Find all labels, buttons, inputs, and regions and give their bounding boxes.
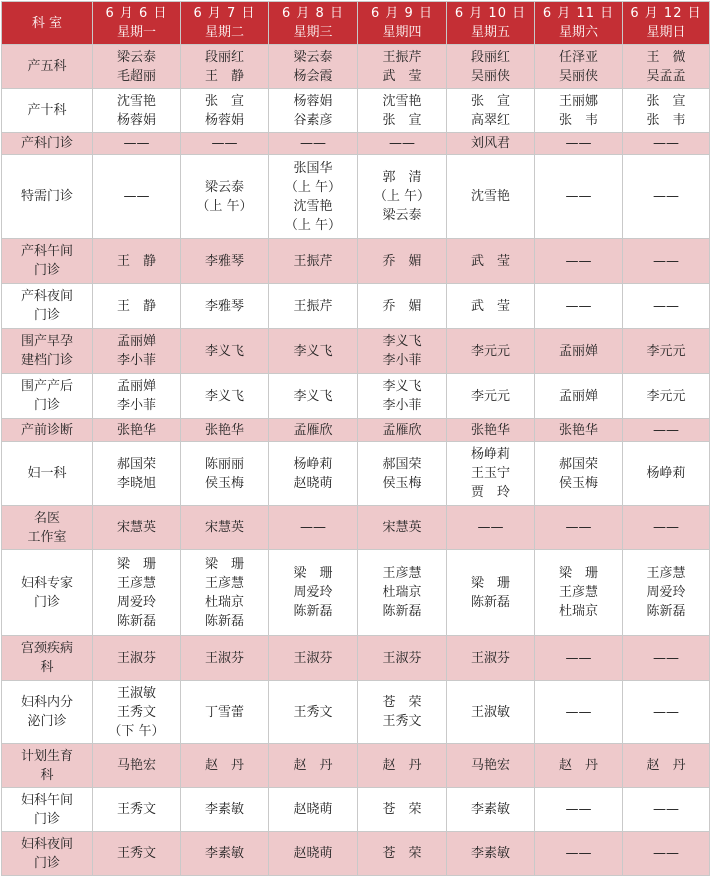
- dept-name: 宫颈疾病 科: [2, 636, 93, 681]
- duty-cell: 丁雪蕾: [181, 681, 269, 744]
- duty-cell: ——: [535, 506, 623, 550]
- day-column-header: [535, 2, 623, 45]
- duty-cell: 王淑芬: [93, 636, 181, 681]
- duty-cell: ——: [447, 506, 535, 550]
- dept-name: 妇科夜间 门诊: [2, 832, 93, 876]
- duty-cell: ——: [181, 133, 269, 155]
- dept-column-header: 科 室: [2, 2, 93, 45]
- duty-cell: 王振芹: [269, 239, 358, 284]
- table-row: [2, 744, 710, 788]
- duty-cell: 宋慧英: [181, 506, 269, 550]
- duty-cell: 张 宣 张 韦: [623, 89, 710, 133]
- duty-cell: 梁 珊 王彦慧 周爱玲 陈新磊: [93, 550, 181, 636]
- duty-cell: 王秀文: [93, 788, 181, 832]
- duty-cell: 李元元: [623, 329, 710, 374]
- duty-cell: 王秀文: [269, 681, 358, 744]
- duty-cell: 王淑芬: [181, 636, 269, 681]
- dept-name: 名医 工作室: [2, 506, 93, 550]
- duty-cell: 赵 丹: [269, 744, 358, 788]
- table-row: [2, 442, 710, 506]
- duty-cell: 张艳华: [93, 419, 181, 442]
- duty-cell: 李雅琴: [181, 284, 269, 329]
- duty-cell: 孟丽婵 李小菲: [93, 374, 181, 419]
- dept-name: 围产早孕 建档门诊: [2, 329, 93, 374]
- dept-name: 妇科专家 门诊: [2, 550, 93, 636]
- day-weekday: 星期五: [470, 25, 510, 40]
- duty-cell: ——: [623, 284, 710, 329]
- duty-cell: 马艳宏: [447, 744, 535, 788]
- duty-cell: 王淑芬: [447, 636, 535, 681]
- duty-cell: 赵晓萌: [269, 788, 358, 832]
- duty-cell: 宋慧英: [358, 506, 447, 550]
- duty-cell: ——: [535, 133, 623, 155]
- duty-cell: 刘风君: [447, 133, 535, 155]
- duty-cell: 赵 丹: [623, 744, 710, 788]
- table-row: [2, 133, 710, 155]
- table-row: [2, 506, 710, 550]
- duty-cell: ——: [269, 133, 358, 155]
- schedule-header: [2, 2, 710, 45]
- duty-cell: 沈雪艳: [447, 155, 535, 239]
- duty-cell: 乔 媚: [358, 239, 447, 284]
- duty-cell: ——: [535, 681, 623, 744]
- header-row: [2, 2, 710, 45]
- duty-cell: 郝国荣 侯玉梅: [358, 442, 447, 506]
- duty-schedule-table: [1, 1, 710, 876]
- duty-cell: ——: [623, 419, 710, 442]
- duty-cell: 沈雪艳 张 宣: [358, 89, 447, 133]
- duty-cell: 赵 丹: [358, 744, 447, 788]
- dept-name: 妇科午间 门诊: [2, 788, 93, 832]
- duty-cell: 李雅琴: [181, 239, 269, 284]
- duty-cell: 张艳华: [181, 419, 269, 442]
- duty-cell: ——: [535, 832, 623, 876]
- day-date: 6 月 11 日: [542, 6, 615, 21]
- schedule-body: [2, 45, 710, 876]
- table-row: [2, 832, 710, 876]
- dept-name: 产前诊断: [2, 419, 93, 442]
- day-date: 6 月 12 日: [630, 6, 702, 21]
- duty-cell: ——: [623, 788, 710, 832]
- duty-cell: 孟丽婵: [535, 374, 623, 419]
- duty-cell: 杨蓉娟 谷素彦: [269, 89, 358, 133]
- duty-cell: ——: [623, 636, 710, 681]
- duty-cell: ——: [623, 133, 710, 155]
- duty-cell: 王振芹: [269, 284, 358, 329]
- duty-cell: ——: [535, 284, 623, 329]
- duty-cell: 李义飞: [269, 329, 358, 374]
- day-date: 6 月 6 日: [105, 6, 168, 21]
- duty-cell: 张国华 （上 午） 沈雪艳 （上 午）: [269, 155, 358, 239]
- duty-cell: 李元元: [447, 374, 535, 419]
- day-column-header: [447, 2, 535, 45]
- duty-cell: 李元元: [623, 374, 710, 419]
- table-row: [2, 550, 710, 636]
- duty-cell: 马艳宏: [93, 744, 181, 788]
- day-column-header: [358, 2, 447, 45]
- duty-cell: ——: [535, 155, 623, 239]
- duty-cell: 苍 荣 王秀文: [358, 681, 447, 744]
- table-row: [2, 681, 710, 744]
- duty-cell: 张艳华: [535, 419, 623, 442]
- duty-cell: 梁 珊 周爱玲 陈新磊: [269, 550, 358, 636]
- day-weekday: 星期四: [382, 25, 422, 40]
- duty-cell: 王振芹 武 莹: [358, 45, 447, 89]
- duty-cell: 李素敏: [447, 788, 535, 832]
- duty-cell: 梁 珊 陈新磊: [447, 550, 535, 636]
- day-weekday: 星期二: [204, 25, 244, 40]
- duty-cell: ——: [269, 506, 358, 550]
- duty-cell: 李义飞: [181, 329, 269, 374]
- duty-cell: 王 静: [93, 284, 181, 329]
- duty-cell: ——: [93, 155, 181, 239]
- duty-cell: 梁 珊 王彦慧 杜瑞京: [535, 550, 623, 636]
- duty-cell: 王彦慧 杜瑞京 陈新磊: [358, 550, 447, 636]
- duty-cell: 李义飞: [269, 374, 358, 419]
- duty-cell: 赵 丹: [181, 744, 269, 788]
- dept-name: 妇科内分 泌门诊: [2, 681, 93, 744]
- dept-name: 产十科: [2, 89, 93, 133]
- day-date: 6 月 8 日: [282, 6, 344, 21]
- duty-cell: 李义飞 李小菲: [358, 329, 447, 374]
- day-weekday: 星期日: [646, 25, 686, 40]
- duty-cell: 苍 荣: [358, 788, 447, 832]
- duty-cell: 张 宣 高翠红: [447, 89, 535, 133]
- duty-cell: ——: [623, 832, 710, 876]
- duty-cell: 李义飞: [181, 374, 269, 419]
- duty-cell: 郭 清 （上 午） 梁云泰: [358, 155, 447, 239]
- duty-cell: 王淑芬: [269, 636, 358, 681]
- dept-name: 产五科: [2, 45, 93, 89]
- duty-cell: ——: [623, 155, 710, 239]
- table-row: [2, 329, 710, 374]
- duty-cell: 王淑敏: [447, 681, 535, 744]
- day-column-header: [181, 2, 269, 45]
- table-row: [2, 45, 710, 89]
- duty-cell: 梁云泰 杨会霞: [269, 45, 358, 89]
- table-row: [2, 636, 710, 681]
- duty-cell: 陈丽丽 侯玉梅: [181, 442, 269, 506]
- day-date: 6 月 7 日: [193, 6, 256, 21]
- duty-cell: 王彦慧 周爱玲 陈新磊: [623, 550, 710, 636]
- duty-cell: 张 宣 杨蓉娟: [181, 89, 269, 133]
- table-row: [2, 284, 710, 329]
- duty-cell: 武 莹: [447, 284, 535, 329]
- dept-name: 特需门诊: [2, 155, 93, 239]
- duty-cell: ——: [93, 133, 181, 155]
- day-column-header: [269, 2, 358, 45]
- duty-cell: 梁云泰 （上 午）: [181, 155, 269, 239]
- dept-name: 计划生育 科: [2, 744, 93, 788]
- duty-cell: ——: [623, 506, 710, 550]
- duty-cell: 李义飞 李小菲: [358, 374, 447, 419]
- duty-cell: ——: [623, 681, 710, 744]
- day-weekday: 星期六: [558, 25, 598, 40]
- duty-cell: 杨峥莉 王玉宁 贾 玲: [447, 442, 535, 506]
- duty-cell: 王 微 吴孟孟: [623, 45, 710, 89]
- dept-name: 产科门诊: [2, 133, 93, 155]
- duty-cell: 苍 荣: [358, 832, 447, 876]
- dept-name: 产科午间 门诊: [2, 239, 93, 284]
- duty-cell: 王淑芬: [358, 636, 447, 681]
- duty-cell: 王丽娜 张 韦: [535, 89, 623, 133]
- table-row: [2, 374, 710, 419]
- table-row: [2, 788, 710, 832]
- day-weekday: 星期一: [116, 25, 156, 40]
- day-weekday: 星期三: [293, 25, 333, 40]
- duty-cell: 孟丽婵: [535, 329, 623, 374]
- duty-cell: 杨峥莉 赵晓萌: [269, 442, 358, 506]
- dept-name: 围产产后 门诊: [2, 374, 93, 419]
- duty-cell: 李素敏: [181, 788, 269, 832]
- day-column-header: [623, 2, 710, 45]
- duty-cell: 宋慧英: [93, 506, 181, 550]
- day-column-header: [93, 2, 181, 45]
- table-row: [2, 155, 710, 239]
- duty-cell: 武 莹: [447, 239, 535, 284]
- duty-cell: 王 静: [93, 239, 181, 284]
- day-date: 6 月 9 日: [371, 6, 433, 21]
- dept-name: 产科夜间 门诊: [2, 284, 93, 329]
- duty-cell: 王秀文: [93, 832, 181, 876]
- duty-cell: ——: [535, 239, 623, 284]
- duty-cell: 赵晓萌: [269, 832, 358, 876]
- duty-cell: 孟丽婵 李小菲: [93, 329, 181, 374]
- duty-cell: 乔 媚: [358, 284, 447, 329]
- duty-cell: ——: [535, 788, 623, 832]
- duty-cell: 郝国荣 侯玉梅: [535, 442, 623, 506]
- duty-cell: 段丽红 王 静: [181, 45, 269, 89]
- table-row: [2, 89, 710, 133]
- duty-cell: 杨峥莉: [623, 442, 710, 506]
- duty-cell: 梁 珊 王彦慧 杜瑞京 陈新磊: [181, 550, 269, 636]
- duty-cell: 赵 丹: [535, 744, 623, 788]
- duty-cell: ——: [358, 133, 447, 155]
- duty-cell: 沈雪艳 杨蓉娟: [93, 89, 181, 133]
- day-date: 6 月 10 日: [454, 6, 527, 21]
- duty-cell: 王淑敏 王秀文 （下 午）: [93, 681, 181, 744]
- duty-cell: ——: [623, 239, 710, 284]
- duty-cell: 段丽红 吴丽侠: [447, 45, 535, 89]
- table-row: [2, 419, 710, 442]
- duty-cell: 任泽亚 吴丽侠: [535, 45, 623, 89]
- duty-cell: 郝国荣 李晓旭: [93, 442, 181, 506]
- duty-cell: 孟雁欣: [269, 419, 358, 442]
- duty-cell: 孟雁欣: [358, 419, 447, 442]
- duty-cell: 李素敏: [181, 832, 269, 876]
- duty-cell: 梁云泰 毛超丽: [93, 45, 181, 89]
- duty-cell: ——: [535, 636, 623, 681]
- duty-cell: 李素敏: [447, 832, 535, 876]
- duty-cell: 张艳华: [447, 419, 535, 442]
- table-row: [2, 239, 710, 284]
- duty-cell: 李元元: [447, 329, 535, 374]
- dept-name: 妇一科: [2, 442, 93, 506]
